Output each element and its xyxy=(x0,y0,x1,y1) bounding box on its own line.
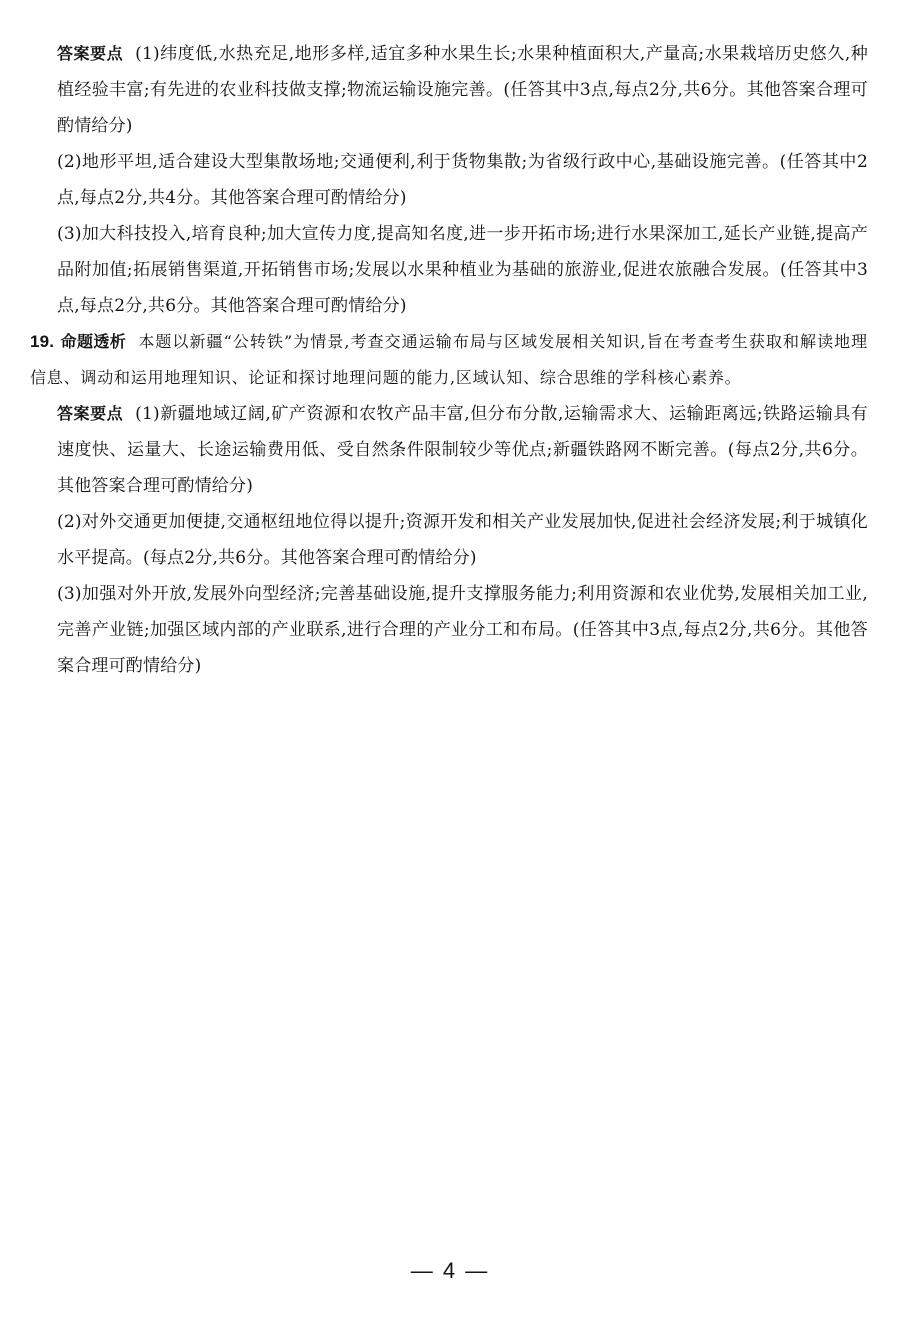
q19-part1 xyxy=(57,396,868,504)
q18-part1-text: (1)纬度低,水热充足,地形多样,适宜多种水果生长;水果种植面积大,产量高;水果栽培历史悠久,种植经验丰富;有先进的农业科技做支撑;物流运输设施完善。(任答其中3点,每点2分,共6分。其他答案合理可酌情给分) xyxy=(57,44,868,136)
q18-answer-label: 答案要点 xyxy=(57,44,124,63)
q18-part3: (3)加大科技投入,培育良种;加大宣传力度,提高知名度,进一步开拓市场;进行水果深加工,延长产业链,提高产品附加值;拓展销售渠道,开拓销售市场;发展以水果种植业为基础的旅游业,促进农旅融合发展。(任答其中3点,每点2分,共6分。其他答案合理可酌情给分) xyxy=(57,224,868,316)
page-number: — 4 — xyxy=(410,1258,490,1283)
q19-number: 19. xyxy=(30,332,55,351)
q19-intro xyxy=(30,324,868,396)
q18-part2: (2)地形平坦,适合建设大型集散场地;交通便利,利于货物集散;为省级行政中心,基础设施完善。(任答其中2点,每点2分,共4分。其他答案合理可酌情给分) xyxy=(57,152,868,208)
q19-part3: (3)加强对外开放,发展外向型经济;完善基础设施,提升支撑服务能力;利用资源和农业优势,发展相关加工业,完善产业链;加强区域内部的产业联系,进行合理的产业分工和布局。(任答其中3点,每点2分,共6分。其他答案合理可酌情给分) xyxy=(57,584,868,676)
q18-part1 xyxy=(57,36,868,144)
q19-intro-label: 命题透析 xyxy=(60,332,127,351)
q19-part2: (2)对外交通更加便捷,交通枢纽地位得以提升;资源开发和相关产业发展加快,促进社会经济发展;利于城镇化水平提高。(每点2分,共6分。其他答案合理可酌情给分) xyxy=(57,512,868,568)
q19-intro-text: 本题以新疆“公转铁”为情景,考查交通运输布局与区域发展相关知识,旨在考查考生获取和解读地理信息、调动和运用地理知识、论证和探讨地理问题的能力,区域认知、综合思维的学科核心素养。 xyxy=(30,332,868,387)
q19-part1-text: (1)新疆地域辽阔,矿产资源和农牧产品丰富,但分布分散,运输需求大、运输距离远;铁路运输具有速度快、运量大、长途运输费用低、受自然条件限制较少等优点;新疆铁路网不断完善。(每点2分,共6分。其他答案合理可酌情给分) xyxy=(57,404,868,496)
q19-answer-label: 答案要点 xyxy=(57,404,124,423)
